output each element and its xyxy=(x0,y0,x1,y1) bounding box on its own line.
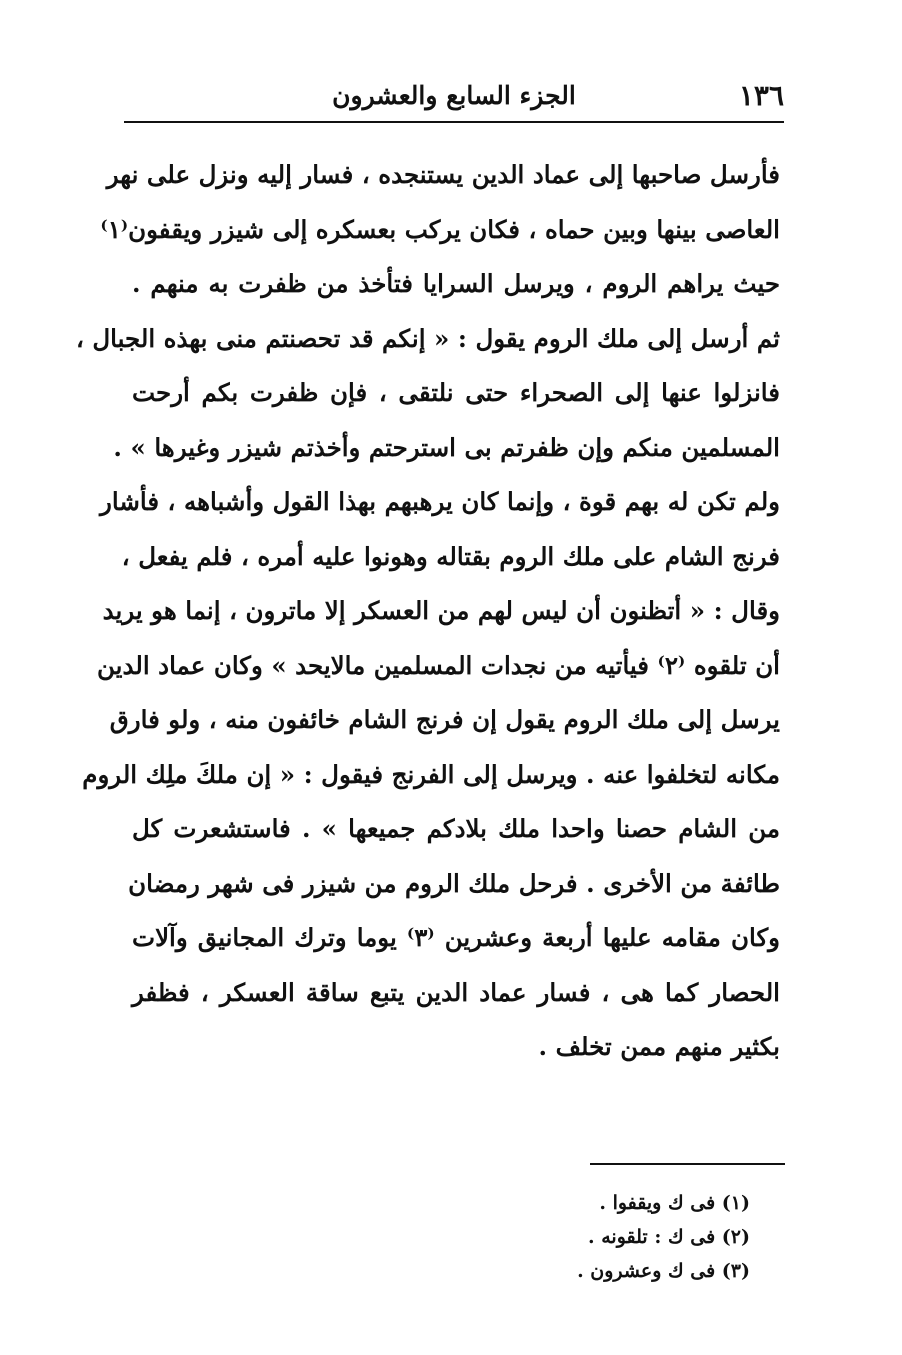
text-line: بكثير منهم ممن تخلف . xyxy=(538,1032,780,1061)
text-line: أن تلقوه ⁽٢⁾ فيأتيه من نجدات المسلمين مالايحد » وكان عماد الدين xyxy=(97,650,780,680)
footnote-rule xyxy=(590,1163,785,1165)
text-line: فرنج الشام على ملك الروم بقتاله وهونوا عليه أمره ، فلم يفعل ، xyxy=(121,541,780,571)
header-rule xyxy=(124,121,784,123)
text-line: المسلمين منكم وإن ظفرتم بى استرحتم وأخذتم شيزر وغيرها » . xyxy=(113,432,780,462)
footnote: (٣) فى ك وعشرون . xyxy=(577,1260,750,1282)
text-line: ولم تكن له بهم قوة ، وإنما كان يرهبهم بهذا القول وأشباهه ، فأشار xyxy=(100,487,780,516)
text-line: مكانه لتخلفوا عنه . ويرسل إلى الفرنج فيقول : « إن ملكَ ملِك الروم xyxy=(82,759,780,789)
text-line: وكان مقامه عليها أربعة وعشرين ⁽٣⁾ يوما وترك المجانيق وآلات xyxy=(132,923,780,952)
text-line: فأرسل صاحبها إلى عماد الدين يستنجده ، فسار إليه ونزل على نهر xyxy=(106,160,780,189)
text-line: من الشام حصنا واحدا ملك بلادكم جميعها » . فاستشعرت كل xyxy=(132,814,780,843)
text-line: يرسل إلى ملك الروم يقول إن فرنج الشام خائفون منه ، ولو فارق xyxy=(109,705,780,734)
text-line: ثم أرسل إلى ملك الروم يقول : « إنكم قد تحصنتم منى بهذه الجبال ، xyxy=(75,323,780,353)
text-line: الحصار كما هى ، فسار عماد الدين يتبع ساقة العسكر ، فظفر xyxy=(132,977,780,1007)
footnotes xyxy=(450,1186,750,1288)
text-line: فانزلوا عنها إلى الصحراء حتى نلتقى ، فإن ظفرت بكم أرحت xyxy=(132,378,780,407)
page-number: ١٣٦ xyxy=(738,79,784,112)
text-line: حيث يراهم الروم ، ويرسل السرايا فتأخذ من ظفرت به منهم . xyxy=(132,269,780,298)
text-line: طائفة من الأخرى . فرحل ملك الروم من شيزر فى شهر رمضان xyxy=(128,868,780,898)
body-text xyxy=(75,148,780,1075)
text-line: وقال : « أتظنون أن ليس لهم من العسكر إلا ماترون ، إنما هو يريد xyxy=(102,596,780,625)
running-head: الجزء السابع والعشرون xyxy=(332,81,576,110)
footnote: (٢) فى ك : تلقونه . xyxy=(588,1226,750,1248)
footnote: (١) فى ك ويقفوا . xyxy=(599,1192,750,1214)
page-header xyxy=(124,76,784,116)
text-line: العاصى بينها وبين حماه ، فكان يركب بعسكره إلى شيزر ويقفون⁽١⁾ xyxy=(100,214,780,244)
